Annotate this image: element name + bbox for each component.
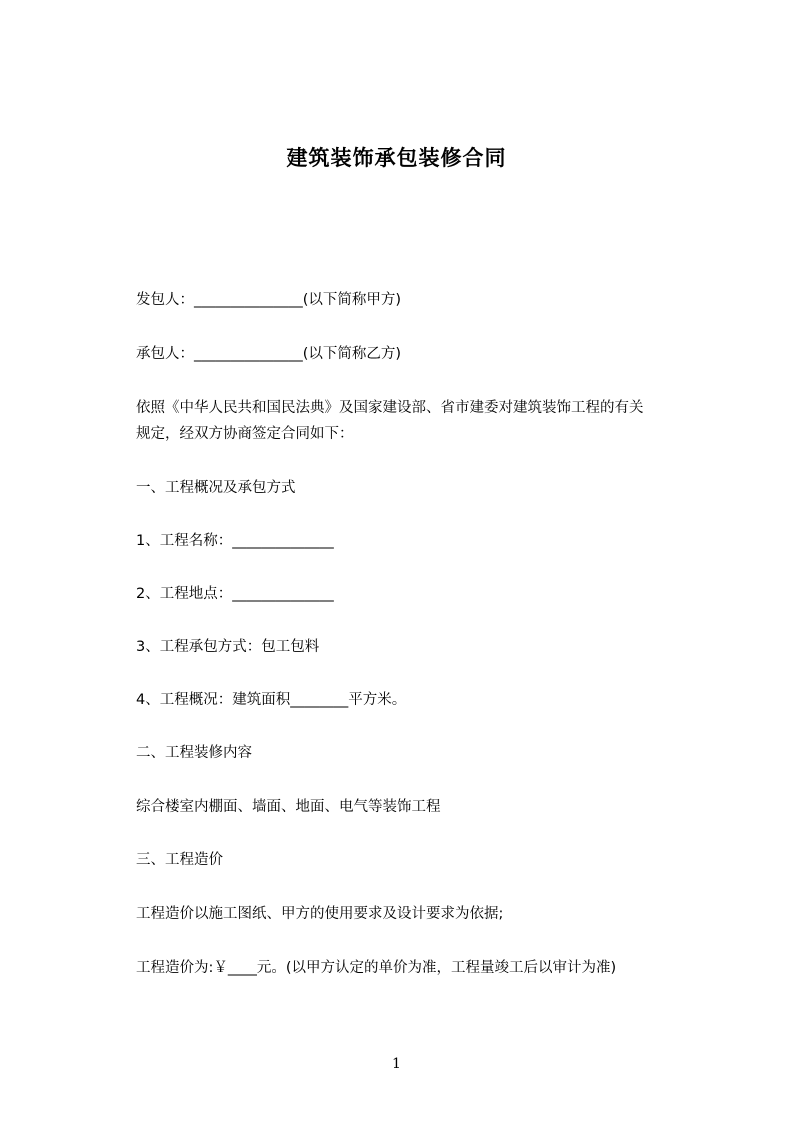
item-2-project-location: 2、工程地点：______________ [136,586,334,602]
section-3-text-2: 工程造价为:￥____元。(以甲方认定的单价为准，工程量竣工后以审计为准) [136,960,617,976]
section-1-heading: 一、工程概况及承包方式 [136,480,296,496]
section-2-text: 综合楼室内棚面、墙面、地面、电气等装饰工程 [136,799,441,815]
item-4-project-overview: 4、工程概况：建筑面积________平方米。 [136,692,407,708]
item-3-contract-mode: 3、工程承包方式：包工包料 [136,639,320,655]
section-3-heading: 三、工程造价 [136,852,223,868]
document-title: 建筑装饰承包装修合同 [286,146,507,170]
intro-line-2: 规定，经双方协商签定合同如下： [136,426,354,442]
page-number: 1 [392,1056,401,1072]
item-1-project-name: 1、工程名称：______________ [136,533,334,549]
section-3-text-1: 工程造价以施工图纸、甲方的使用要求及设计要求为依据; [136,906,504,922]
section-2-heading: 二、工程装修内容 [136,745,252,761]
party-a-line: 发包人：_______________(以下简称甲方) [136,292,402,308]
intro-line-1: 依照《中华人民共和国民法典》及国家建设部、省市建委对建筑装饰工程的有关 [136,400,644,416]
party-b-line: 承包人：_______________(以下简称乙方) [136,346,402,362]
